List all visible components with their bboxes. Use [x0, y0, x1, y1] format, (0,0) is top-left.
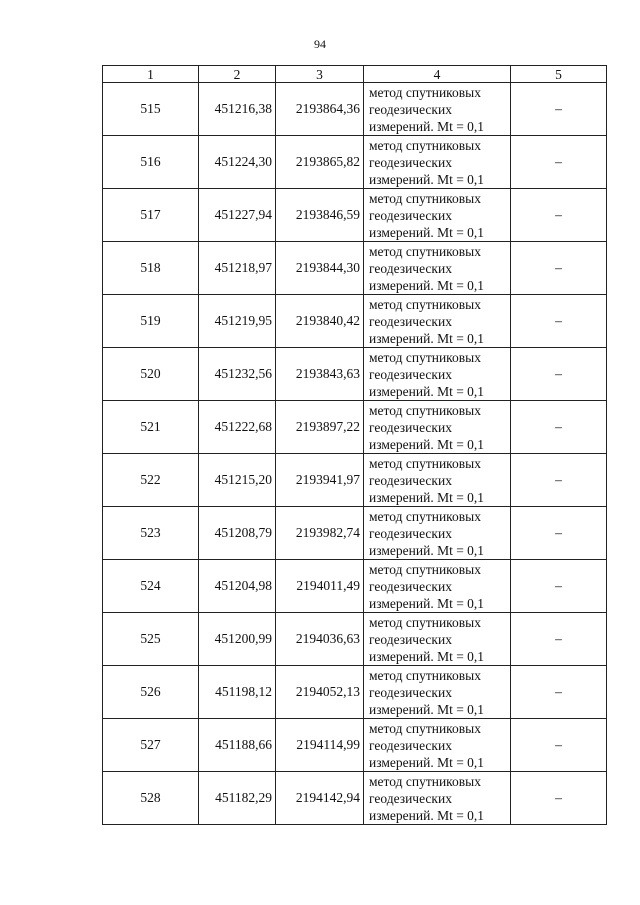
method-line: метод спутниковых: [369, 614, 481, 630]
method-line: геодезических: [369, 631, 452, 647]
coordinate-x: 451216,38: [199, 83, 276, 136]
coordinate-y: 2194142,94: [276, 772, 364, 825]
method-description: [364, 772, 511, 825]
coordinate-x: 451219,95: [199, 295, 276, 348]
method-line: измерений. Mt = 0,1: [369, 807, 485, 823]
table-row: [103, 772, 607, 825]
empty-mark: –: [511, 189, 607, 242]
coordinate-y: 2193897,22: [276, 401, 364, 454]
table-body: [103, 83, 607, 825]
method-line: измерений. Mt = 0,1: [369, 171, 485, 187]
point-number: 515: [103, 83, 199, 136]
coordinate-x: 451182,29: [199, 772, 276, 825]
table-row: [103, 348, 607, 401]
point-number: 519: [103, 295, 199, 348]
coordinate-y: 2193941,97: [276, 454, 364, 507]
method-description: [364, 401, 511, 454]
point-number: 520: [103, 348, 199, 401]
method-line: метод спутниковых: [369, 137, 481, 153]
column-header-5: 5: [511, 66, 607, 83]
coordinate-y: 2193843,63: [276, 348, 364, 401]
table-row: [103, 507, 607, 560]
point-number: 516: [103, 136, 199, 189]
method-line: измерений. Mt = 0,1: [369, 648, 485, 664]
method-description: [364, 613, 511, 666]
method-line: измерений. Mt = 0,1: [369, 595, 485, 611]
method-line: измерений. Mt = 0,1: [369, 118, 485, 134]
point-number: 522: [103, 454, 199, 507]
coordinate-x: 451232,56: [199, 348, 276, 401]
method-line: измерений. Mt = 0,1: [369, 542, 485, 558]
method-line: геодезических: [369, 366, 452, 382]
point-number: 521: [103, 401, 199, 454]
point-number: 518: [103, 242, 199, 295]
coordinate-x: 451218,97: [199, 242, 276, 295]
empty-mark: –: [511, 295, 607, 348]
method-description: [364, 242, 511, 295]
empty-mark: –: [511, 772, 607, 825]
point-number: 524: [103, 560, 199, 613]
method-description: [364, 666, 511, 719]
empty-mark: –: [511, 666, 607, 719]
method-line: метод спутниковых: [369, 349, 481, 365]
empty-mark: –: [511, 242, 607, 295]
empty-mark: –: [511, 454, 607, 507]
method-description: [364, 83, 511, 136]
table-row: [103, 454, 607, 507]
column-header-2: 2: [199, 66, 276, 83]
method-description: [364, 189, 511, 242]
coordinate-x: 451208,79: [199, 507, 276, 560]
empty-mark: –: [511, 507, 607, 560]
column-header-3: 3: [276, 66, 364, 83]
table-row: [103, 83, 607, 136]
point-number: 517: [103, 189, 199, 242]
method-line: геодезических: [369, 313, 452, 329]
empty-mark: –: [511, 719, 607, 772]
table-row: [103, 189, 607, 242]
method-line: геодезических: [369, 154, 452, 170]
page-number: 94: [314, 37, 326, 51]
point-number: 525: [103, 613, 199, 666]
coordinate-x: 451188,66: [199, 719, 276, 772]
method-line: геодезических: [369, 578, 452, 594]
coordinate-x: 451224,30: [199, 136, 276, 189]
point-number: 526: [103, 666, 199, 719]
method-line: измерений. Mt = 0,1: [369, 277, 485, 293]
method-line: геодезических: [369, 737, 452, 753]
empty-mark: –: [511, 560, 607, 613]
method-description: [364, 560, 511, 613]
method-line: метод спутниковых: [369, 84, 481, 100]
table-row: [103, 613, 607, 666]
coordinate-y: 2193840,42: [276, 295, 364, 348]
coordinate-y: 2193844,30: [276, 242, 364, 295]
method-description: [364, 136, 511, 189]
method-description: [364, 454, 511, 507]
coordinates-table: [102, 65, 607, 825]
table-row: [103, 560, 607, 613]
method-line: геодезических: [369, 472, 452, 488]
coordinate-y: 2193846,59: [276, 189, 364, 242]
header-row: [103, 66, 607, 83]
method-line: геодезических: [369, 684, 452, 700]
method-line: геодезических: [369, 419, 452, 435]
method-line: метод спутниковых: [369, 190, 481, 206]
method-description: [364, 348, 511, 401]
empty-mark: –: [511, 136, 607, 189]
method-line: измерений. Mt = 0,1: [369, 436, 485, 452]
method-line: геодезических: [369, 790, 452, 806]
method-line: метод спутниковых: [369, 561, 481, 577]
method-line: геодезических: [369, 101, 452, 117]
method-line: измерений. Mt = 0,1: [369, 701, 485, 717]
table-row: [103, 666, 607, 719]
method-line: метод спутниковых: [369, 667, 481, 683]
method-line: геодезических: [369, 207, 452, 223]
method-line: метод спутниковых: [369, 402, 481, 418]
coordinate-x: 451198,12: [199, 666, 276, 719]
table-row: [103, 401, 607, 454]
method-line: измерений. Mt = 0,1: [369, 224, 485, 240]
method-line: измерений. Mt = 0,1: [369, 330, 485, 346]
coordinate-y: 2194011,49: [276, 560, 364, 613]
table-row: [103, 295, 607, 348]
method-line: измерений. Mt = 0,1: [369, 383, 485, 399]
coordinate-y: 2193864,36: [276, 83, 364, 136]
method-line: метод спутниковых: [369, 720, 481, 736]
coordinate-x: 451215,20: [199, 454, 276, 507]
coordinate-y: 2194036,63: [276, 613, 364, 666]
method-line: измерений. Mt = 0,1: [369, 489, 485, 505]
point-number: 523: [103, 507, 199, 560]
coordinate-y: 2193865,82: [276, 136, 364, 189]
column-header-4: 4: [364, 66, 511, 83]
coordinate-x: 451227,94: [199, 189, 276, 242]
method-line: геодезических: [369, 525, 452, 541]
point-number: 528: [103, 772, 199, 825]
table-row: [103, 719, 607, 772]
method-description: [364, 295, 511, 348]
coordinate-x: 451200,99: [199, 613, 276, 666]
method-line: метод спутниковых: [369, 296, 481, 312]
coordinate-x: 451204,98: [199, 560, 276, 613]
empty-mark: –: [511, 83, 607, 136]
method-line: измерений. Mt = 0,1: [369, 754, 485, 770]
method-description: [364, 719, 511, 772]
coordinate-x: 451222,68: [199, 401, 276, 454]
method-line: геодезических: [369, 260, 452, 276]
column-header-1: 1: [103, 66, 199, 83]
point-number: 527: [103, 719, 199, 772]
method-line: метод спутниковых: [369, 243, 481, 259]
coordinate-y: 2194052,13: [276, 666, 364, 719]
method-line: метод спутниковых: [369, 455, 481, 471]
table-header: [103, 66, 607, 83]
empty-mark: –: [511, 401, 607, 454]
method-line: метод спутниковых: [369, 508, 481, 524]
method-description: [364, 507, 511, 560]
coordinate-y: 2194114,99: [276, 719, 364, 772]
empty-mark: –: [511, 613, 607, 666]
table-row: [103, 242, 607, 295]
coordinate-y: 2193982,74: [276, 507, 364, 560]
method-line: метод спутниковых: [369, 773, 481, 789]
empty-mark: –: [511, 348, 607, 401]
table-row: [103, 136, 607, 189]
